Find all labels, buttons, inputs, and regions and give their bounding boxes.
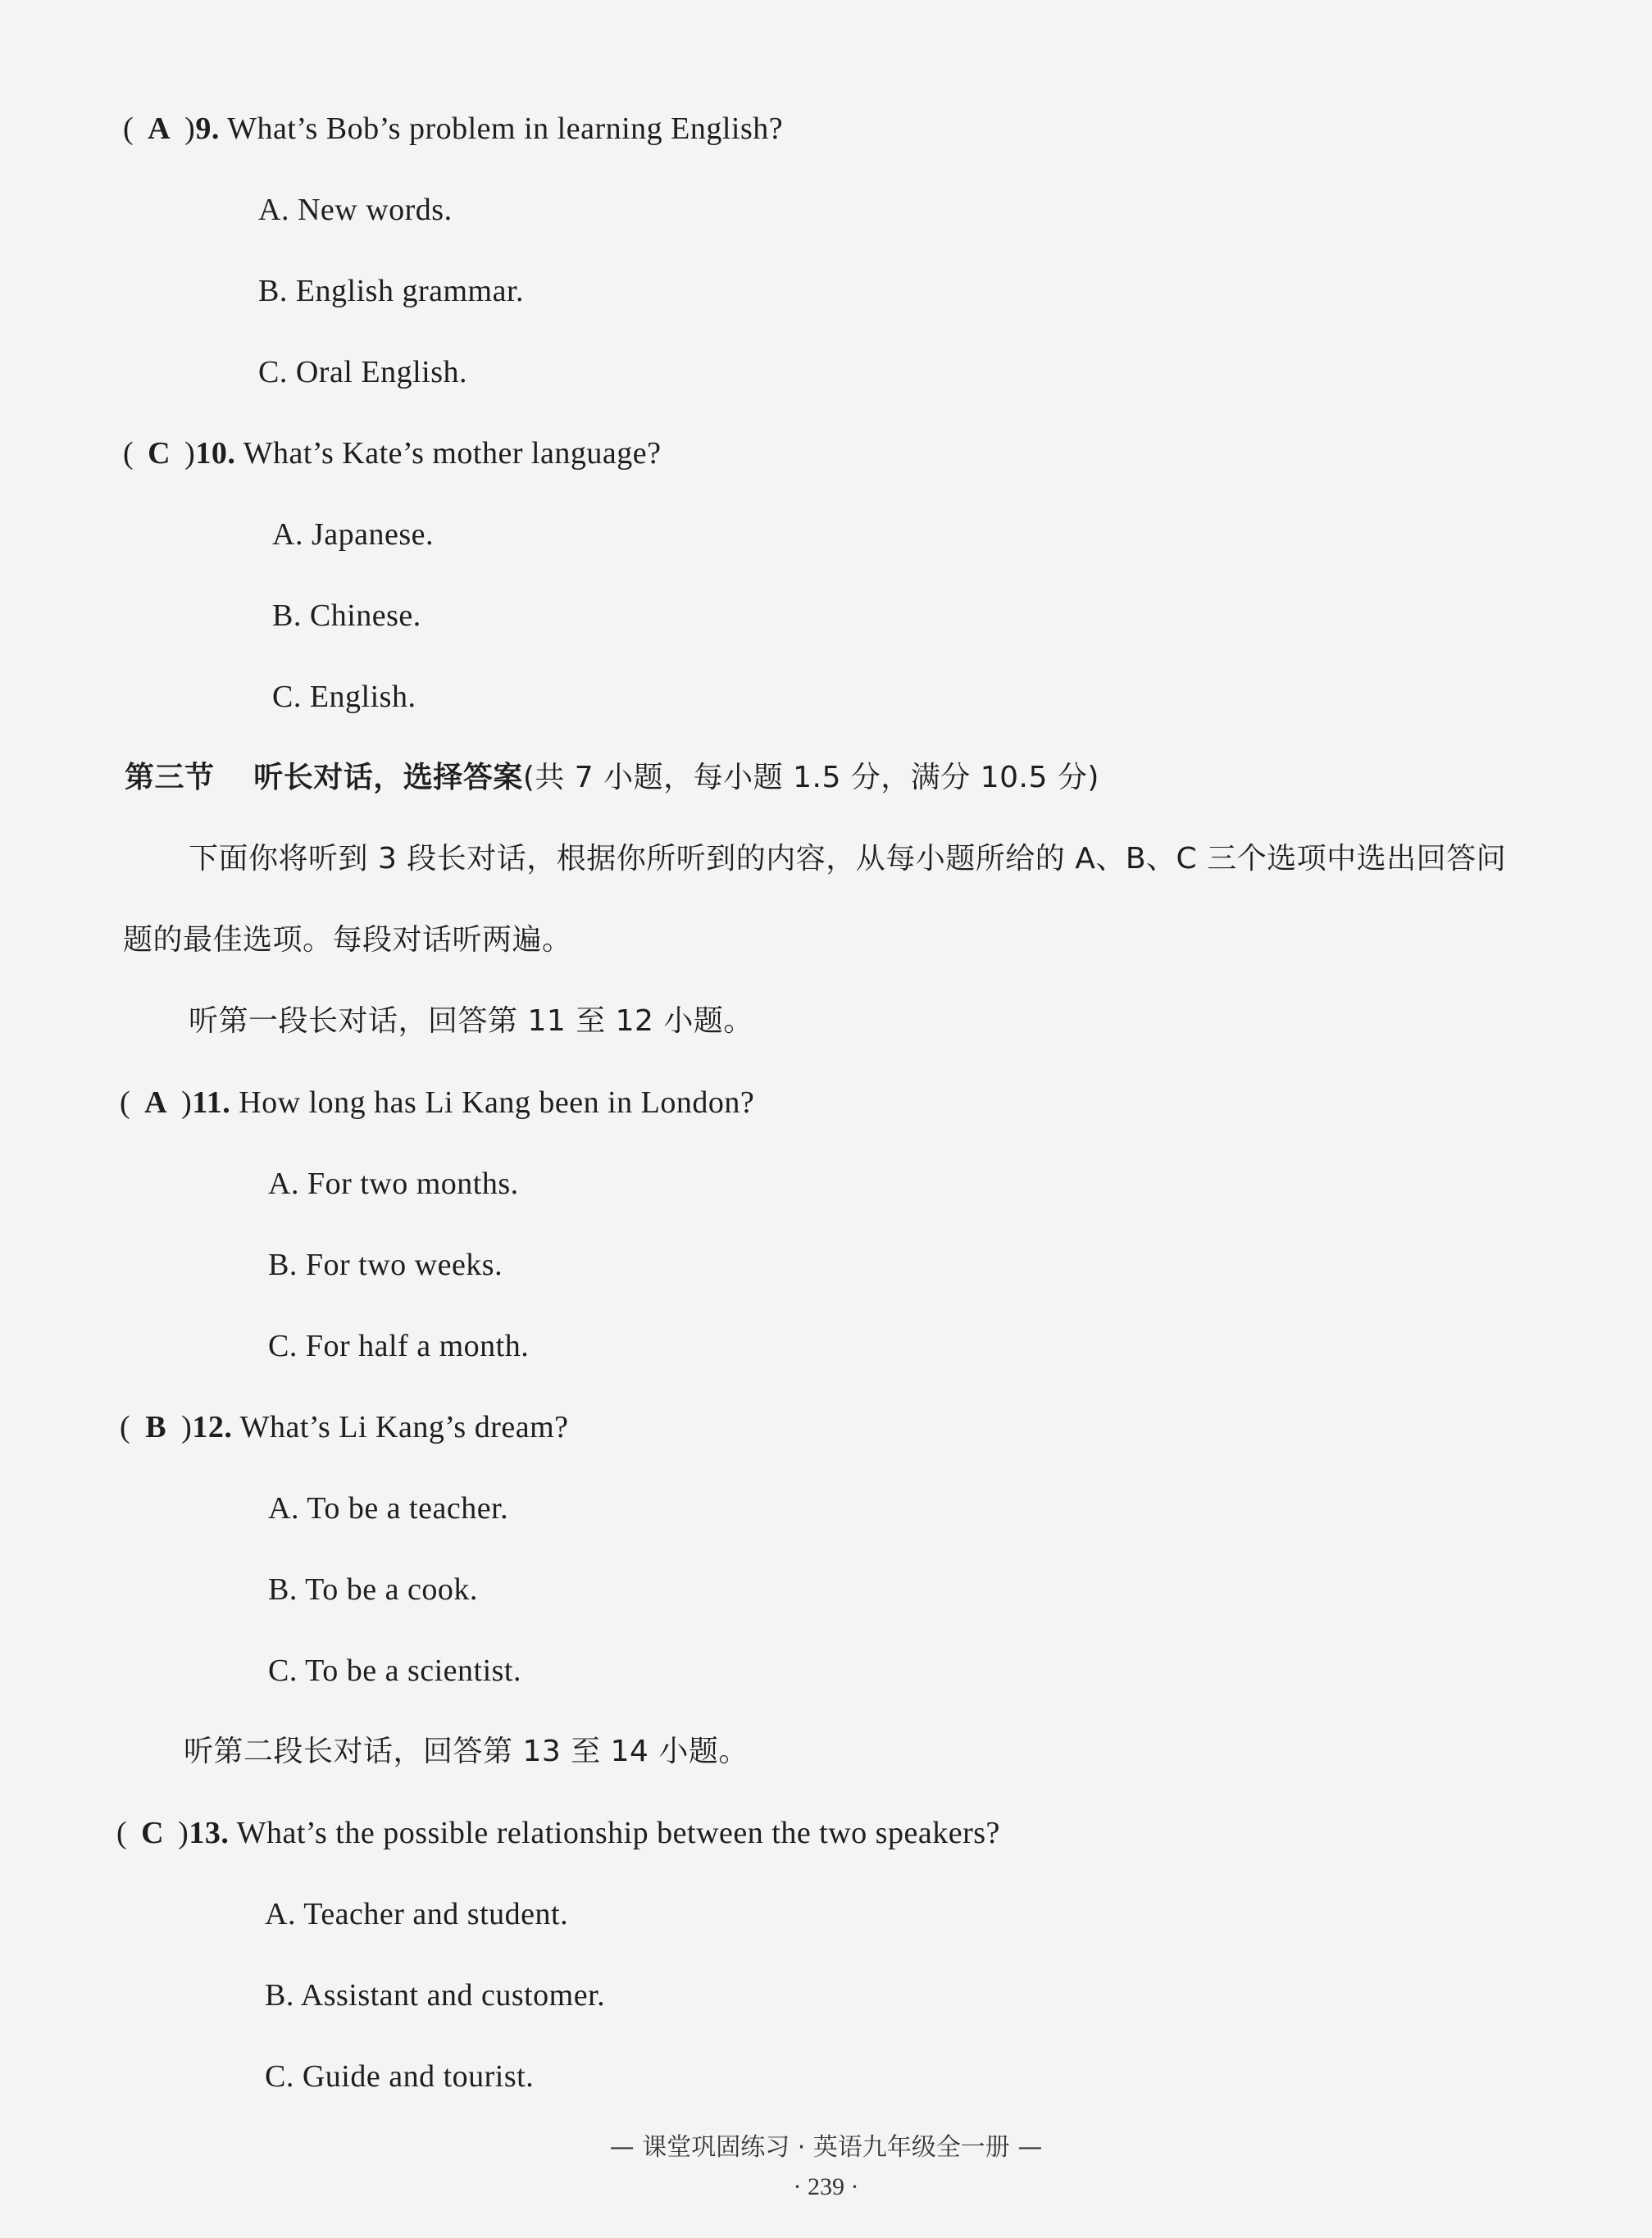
question-text: What’s the possible relationship between the two speakers?: [236, 1816, 1000, 1850]
question-text: What’s Kate’s mother language?: [243, 436, 662, 471]
question-number: 10.: [195, 436, 236, 471]
section-title: 听长对话，选择答案: [253, 761, 523, 794]
question-9: ( A )9. What’s Bob’s problem in learning English?: [123, 108, 783, 149]
option-c: C. To be a scientist.: [268, 1653, 521, 1688]
option-c: C. For half a month.: [268, 1329, 530, 1363]
option-b: B. To be a cook.: [268, 1572, 478, 1607]
question-number: 13.: [189, 1816, 230, 1850]
question-13: ( C )13. What’s the possible relationship between the two speakers?: [116, 1813, 1000, 1854]
option-c: C. Oral English.: [258, 355, 467, 389]
question-number: 11.: [192, 1085, 231, 1120]
option-a: A. New words.: [258, 193, 453, 227]
option-c: C. English.: [272, 680, 416, 714]
answer-letter: B: [145, 1410, 167, 1444]
option-b: B. English grammar.: [258, 274, 525, 308]
page-number: · 239 ·: [793, 2173, 859, 2200]
question-number: 12.: [192, 1410, 233, 1444]
section-instruction-cont: 题的最佳选项。每段对话听两遍。: [123, 923, 572, 957]
section-scoring: (共 7 小题，每小题 1.5 分，满分 10.5 分): [522, 761, 1099, 794]
option-c: C. Guide and tourist.: [265, 2059, 535, 2094]
option-a: A. Japanese.: [272, 517, 434, 552]
answer-letter: A: [148, 111, 171, 146]
question-text: What’s Li Kang’s dream?: [239, 1410, 569, 1444]
question-text: What’s Bob’s problem in learning English?: [227, 111, 784, 146]
option-a: A. To be a teacher.: [268, 1491, 509, 1526]
option-b: B. For two weeks.: [268, 1248, 503, 1282]
question-11: ( A )11. How long has Li Kang been in London?: [120, 1082, 754, 1123]
answer-letter: C: [141, 1816, 165, 1850]
option-b: B. Chinese.: [272, 598, 421, 633]
option-a: A. For two months.: [268, 1167, 519, 1201]
section-heading: [125, 757, 1099, 798]
book-title-footer: — 课堂巩固练习 · 英语九年级全一册 —: [609, 2133, 1043, 2162]
option-b: B. Assistant and customer.: [265, 1978, 606, 2013]
option-a: A. Teacher and student.: [265, 1897, 569, 1931]
answer-letter: C: [148, 436, 171, 471]
dialogue-2-intro: 听第二段长对话，回答第 13 至 14 小题。: [184, 1735, 749, 1768]
question-text: How long has Li Kang been in London?: [239, 1085, 755, 1120]
dialogue-1-intro: 听第一段长对话，回答第 11 至 12 小题。: [189, 1004, 753, 1038]
question-number: 9.: [195, 111, 220, 146]
question-12: ( B )12. What’s Li Kang’s dream?: [120, 1407, 569, 1448]
question-10: ( C )10. What’s Kate’s mother language?: [123, 433, 662, 474]
section-instruction: 下面你将听到 3 段长对话，根据你所听到的内容，从每小题所给的 A、B、C 三个选项中选出回答问: [189, 842, 1507, 876]
section-number: 第三节: [125, 761, 215, 794]
answer-letter: A: [144, 1085, 168, 1120]
